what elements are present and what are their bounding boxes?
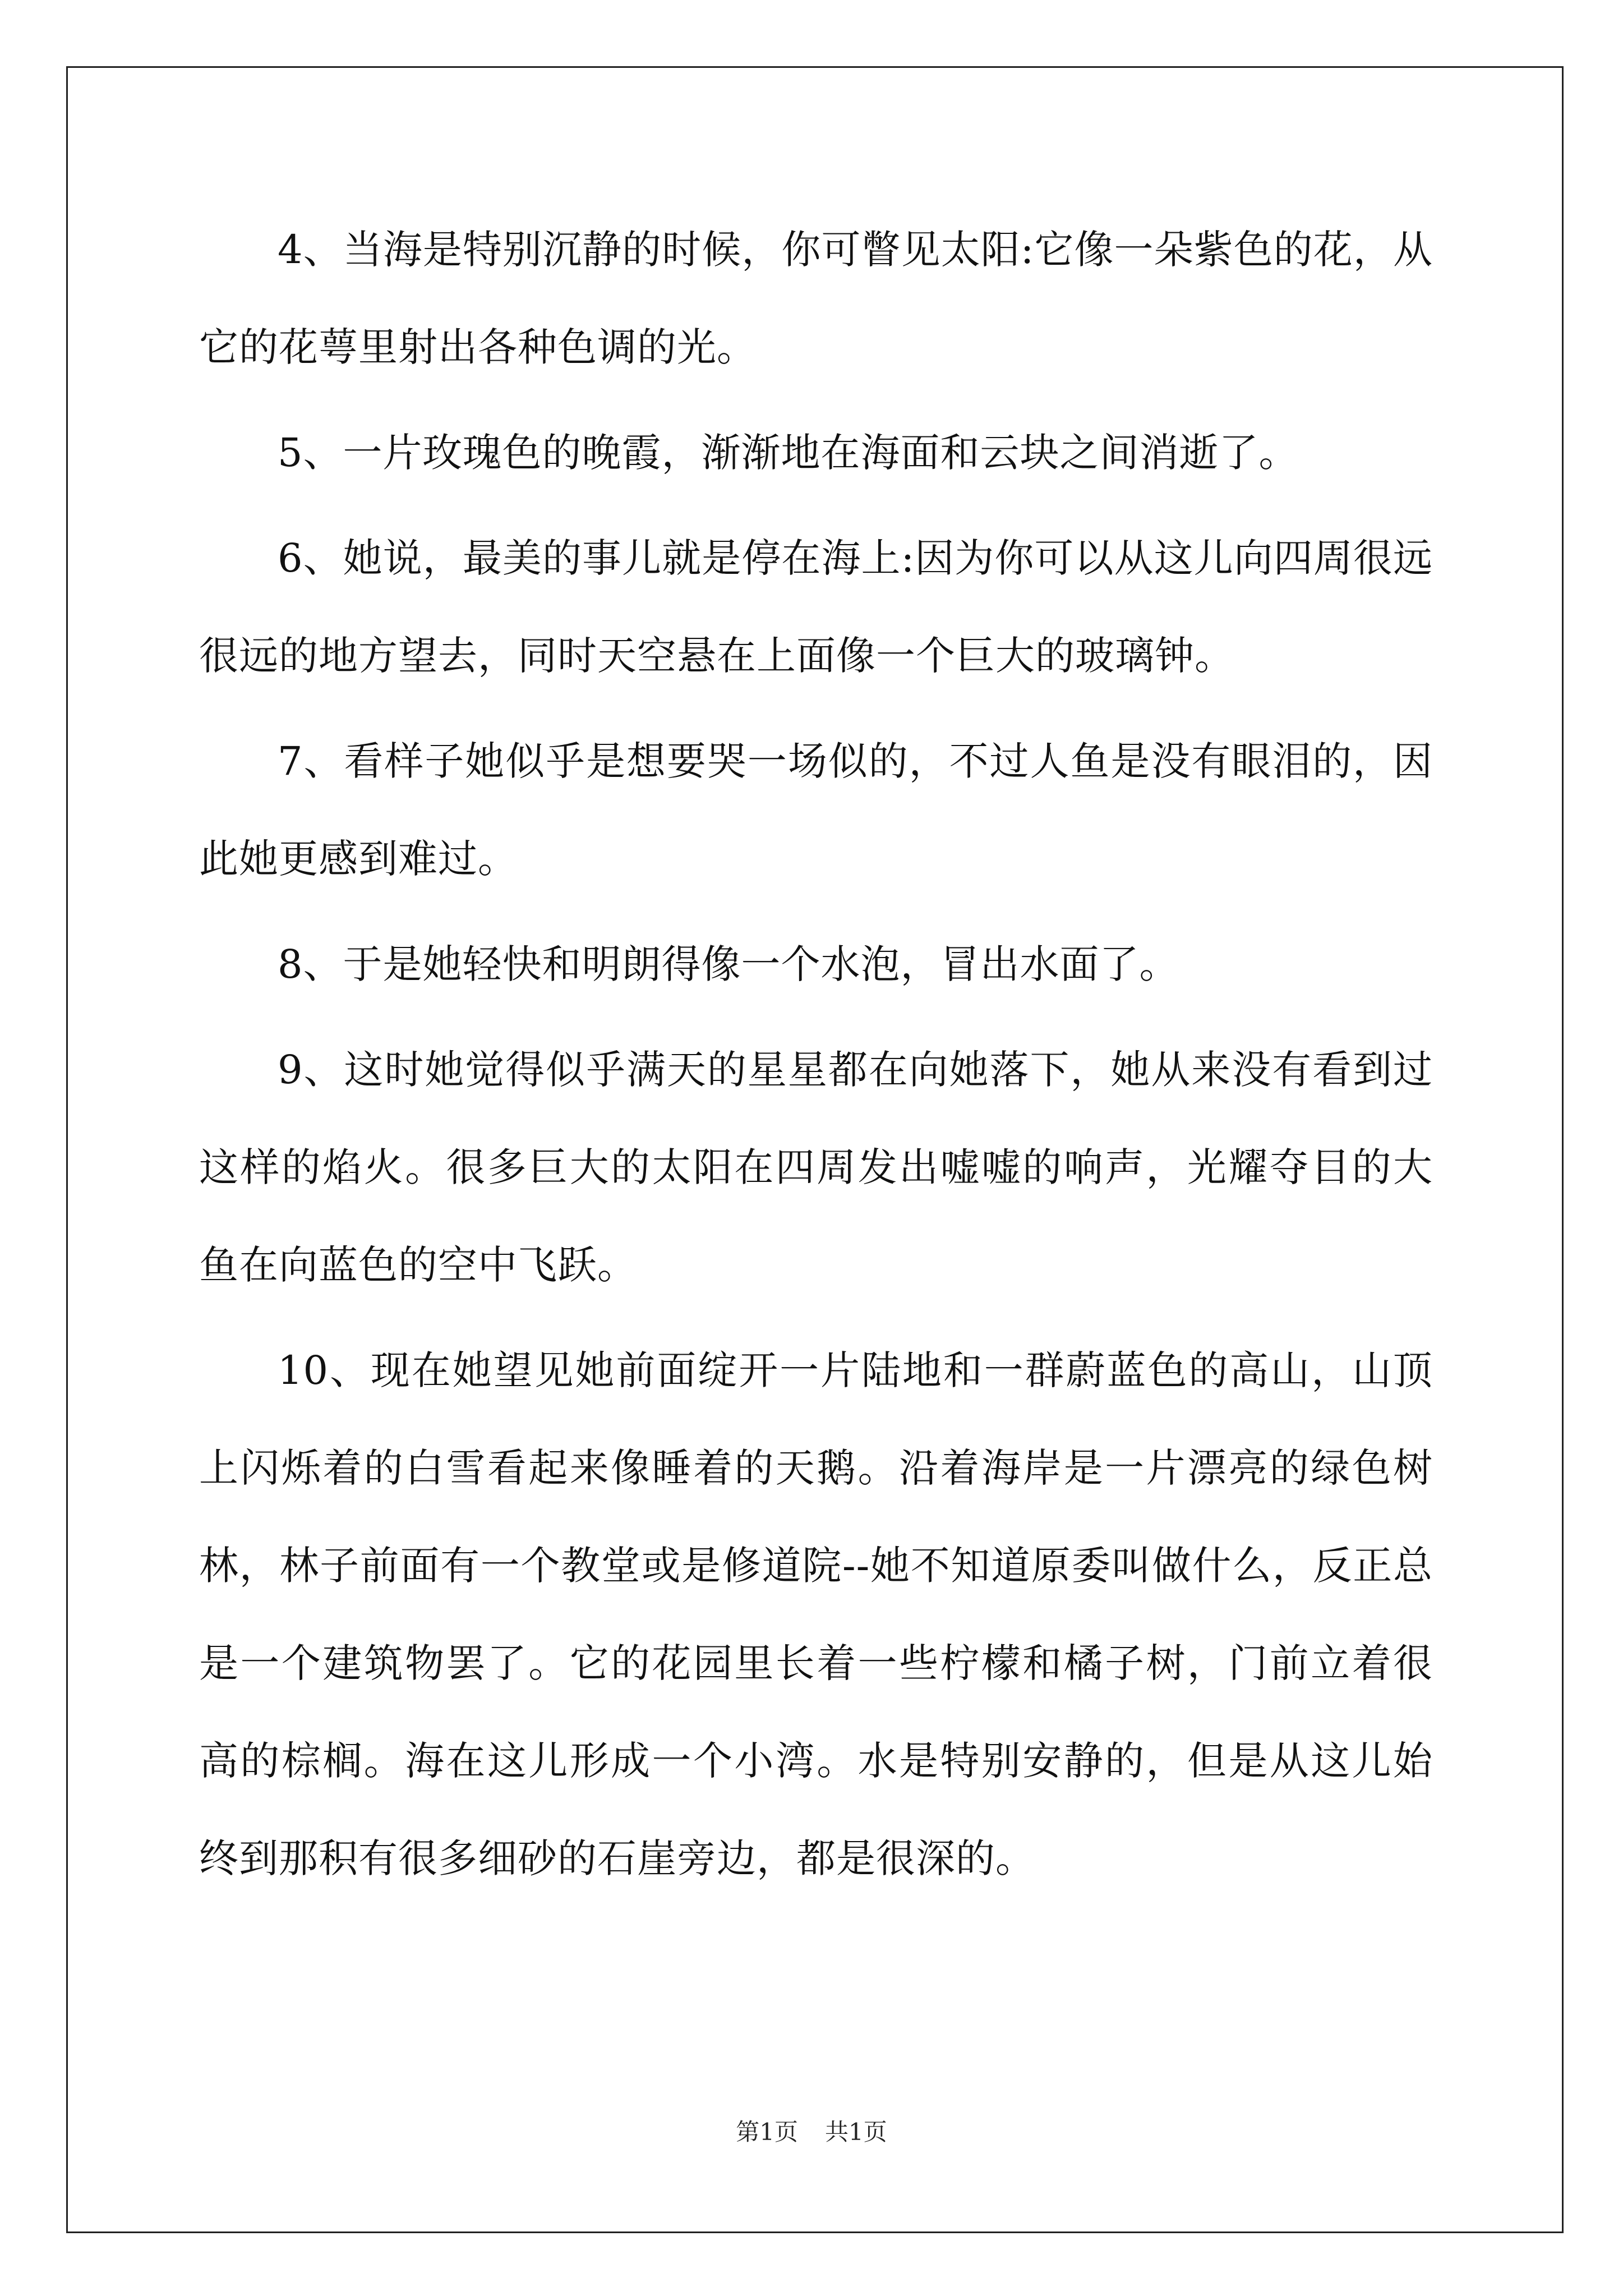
page-number: 第1页 (736, 2118, 798, 2146)
paragraph-8: 8、于是她轻快和明朗得像一个水泡，冒出水面了。 (278, 941, 1179, 987)
document-body (199, 201, 1433, 1907)
paragraph-5: 5、一片玫瑰色的晚霞，渐渐地在海面和云块之间消逝了。 (278, 430, 1299, 476)
paragraph-7: 7、看样子她似乎是想要哭一场似的，不过人鱼是没有眼泪的，因此她更感到难过。 (199, 738, 1433, 882)
paragraph-4: 4、当海是特别沉静的时候，你可瞥见太阳:它像一朵紫色的花，从它的花萼里射出各种色调的光。 (199, 227, 1433, 370)
page-footer (0, 2114, 1623, 2147)
paragraph-6: 6、她说，最美的事儿就是停在海上:因为你可以从这儿向四周很远很远的地方望去，同时天空悬在上面像一个巨大的玻璃钟。 (199, 535, 1433, 679)
paragraph-9: 9、这时她觉得似乎满天的星星都在向她落下，她从来没有看到过这样的焰火。很多巨大的太阳在四周发出嘘嘘的响声，光耀夺目的大鱼在向蓝色的空中飞跃。 (199, 1047, 1433, 1288)
page-total: 共1页 (825, 2118, 887, 2146)
paragraph-10: 10、现在她望见她前面绽开一片陆地和一群蔚蓝色的高山，山顶上闪烁着的白雪看起来像睡着的天鹅。沿着海岸是一片漂亮的绿色树林，林子前面有一个教堂或是修道院--她不知道原委叫做什么，反正总是一个建筑物罢了。它的花园里长着一些柠檬和橘子树，门前立着很高的棕榈。海在这儿形成一个小湾。水是特别安静的，但是从这儿始终到那积有很多细砂的石崖旁边，都是很深的。 (199, 1347, 1433, 1881)
